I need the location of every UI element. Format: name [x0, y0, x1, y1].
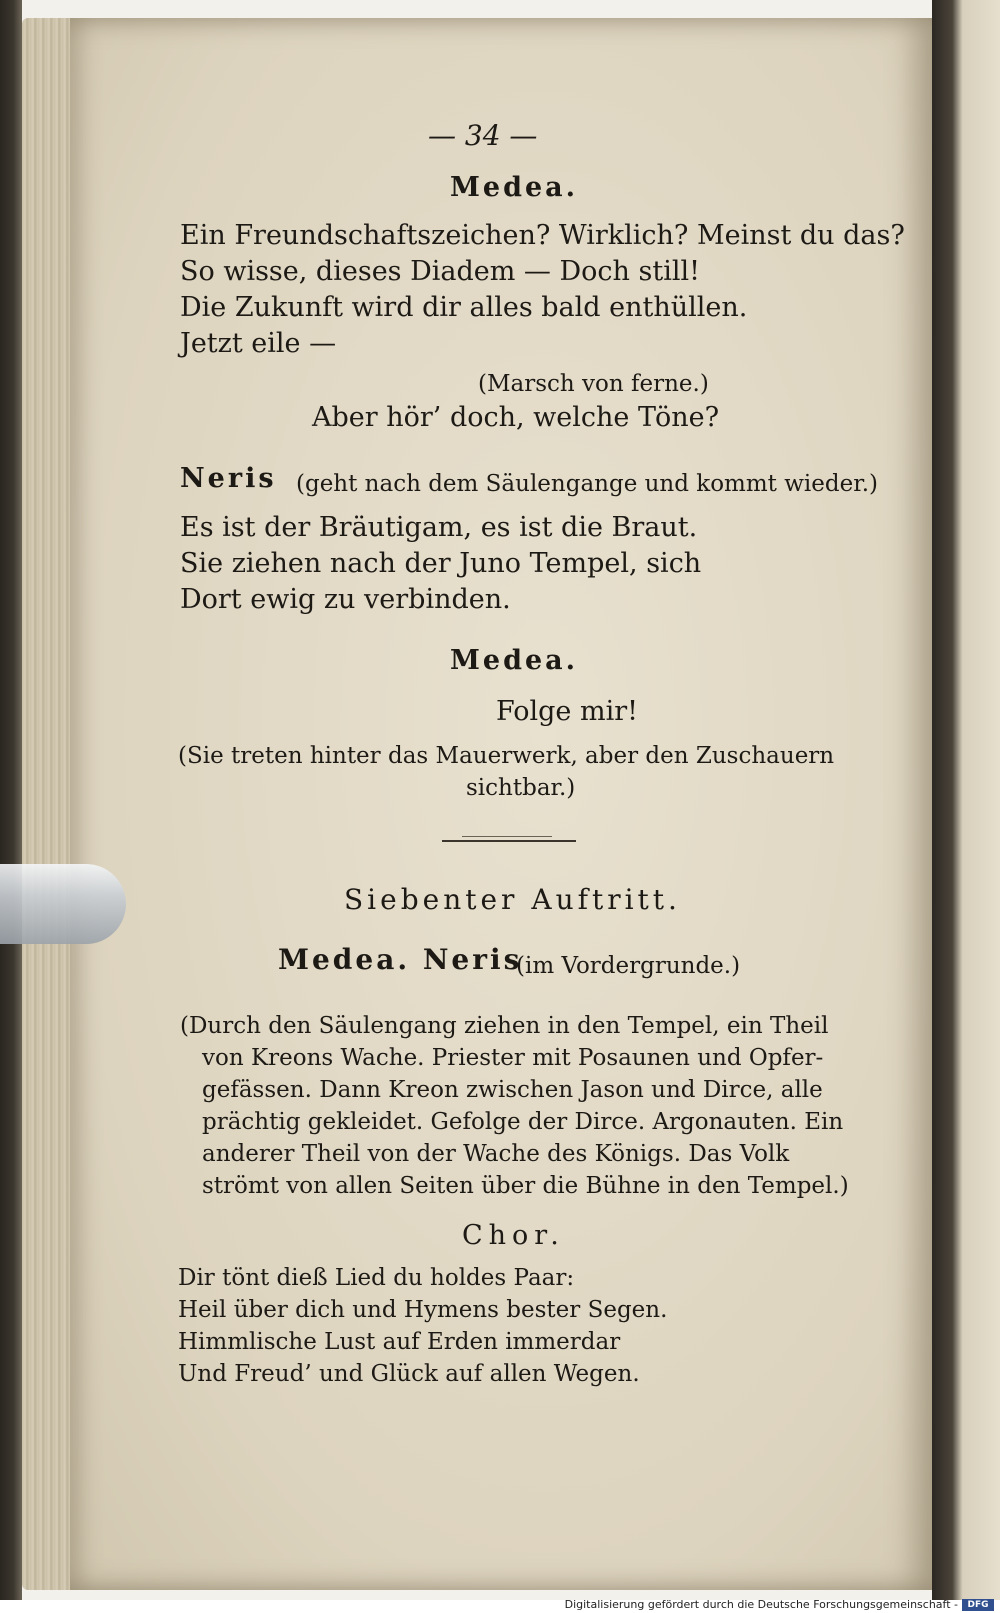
book-cover-edge: [0, 0, 22, 1600]
stage-direction: (Durch den Säulengang ziehen in den Tempel, ein Theil: [180, 1013, 829, 1039]
scene-characters-note: (im Vordergrunde.): [516, 953, 741, 979]
stage-direction: (geht nach dem Säulengange und kommt wieder.): [296, 471, 878, 497]
verse-line: Aber hör’ doch, welche Töne?: [312, 402, 720, 433]
stage-direction: sichtbar.): [466, 775, 576, 801]
verse-line: So wisse, dieses Diadem — Doch still!: [180, 256, 700, 287]
scene-title: Siebenter Auftritt.: [344, 883, 681, 916]
verse-line: Jetzt eile —: [180, 328, 337, 359]
verse-line: Folge mir!: [496, 696, 638, 727]
stage-direction: prächtig gekleidet. Gefolge der Dirce. Argonauten. Ein: [202, 1109, 844, 1135]
verse-line: Dort ewig zu verbinden.: [180, 584, 511, 615]
stage-direction: (Sie treten hinter das Mauerwerk, aber den Zuschauern: [178, 743, 835, 769]
verse-line: Es ist der Bräutigam, es ist die Braut.: [180, 512, 698, 543]
verse-line: Die Zukunft wird dir alles bald enthüllen.: [180, 292, 748, 323]
dfg-logo: DFG: [962, 1599, 994, 1611]
chorus-line: Dir tönt dieß Lied du holdes Paar:: [178, 1265, 575, 1291]
page-clip: [0, 864, 126, 944]
page-number: — 34 —: [428, 119, 538, 152]
chorus-line: Himmlische Lust auf Erden immerdar: [178, 1329, 621, 1355]
stage-direction: (Marsch von ferne.): [478, 371, 709, 397]
verse-line: Ein Freundschaftszeichen? Wirklich? Meinst du das?: [180, 220, 905, 251]
speaker-medea: Medea.: [450, 645, 579, 676]
digitization-credit: Digitalisierung gefördert durch die Deutsche Forschungsgemeinschaft -: [564, 1598, 958, 1611]
speaker-chorus: Chor.: [462, 1220, 565, 1251]
stage-direction: von Kreons Wache. Priester mit Posaunen und Opfer-: [202, 1045, 824, 1071]
section-divider: [442, 840, 576, 842]
stage-direction: anderer Theil von der Wache des Königs. Das Volk: [202, 1141, 790, 1167]
scene-characters: Medea. Neris: [278, 943, 523, 976]
stage-direction: gefässen. Dann Kreon zwischen Jason und Dirce, alle: [202, 1077, 823, 1103]
speaker-neris: Neris: [180, 463, 277, 494]
verse-line: Sie ziehen nach der Juno Tempel, sich: [180, 548, 702, 579]
chorus-line: Heil über dich und Hymens bester Segen.: [178, 1297, 668, 1323]
chorus-line: Und Freud’ und Glück auf allen Wegen.: [178, 1361, 640, 1387]
book-gutter: [932, 0, 1000, 1600]
stage-direction: strömt von allen Seiten über die Bühne in den Tempel.): [202, 1173, 849, 1199]
speaker-medea: Medea.: [450, 172, 579, 203]
